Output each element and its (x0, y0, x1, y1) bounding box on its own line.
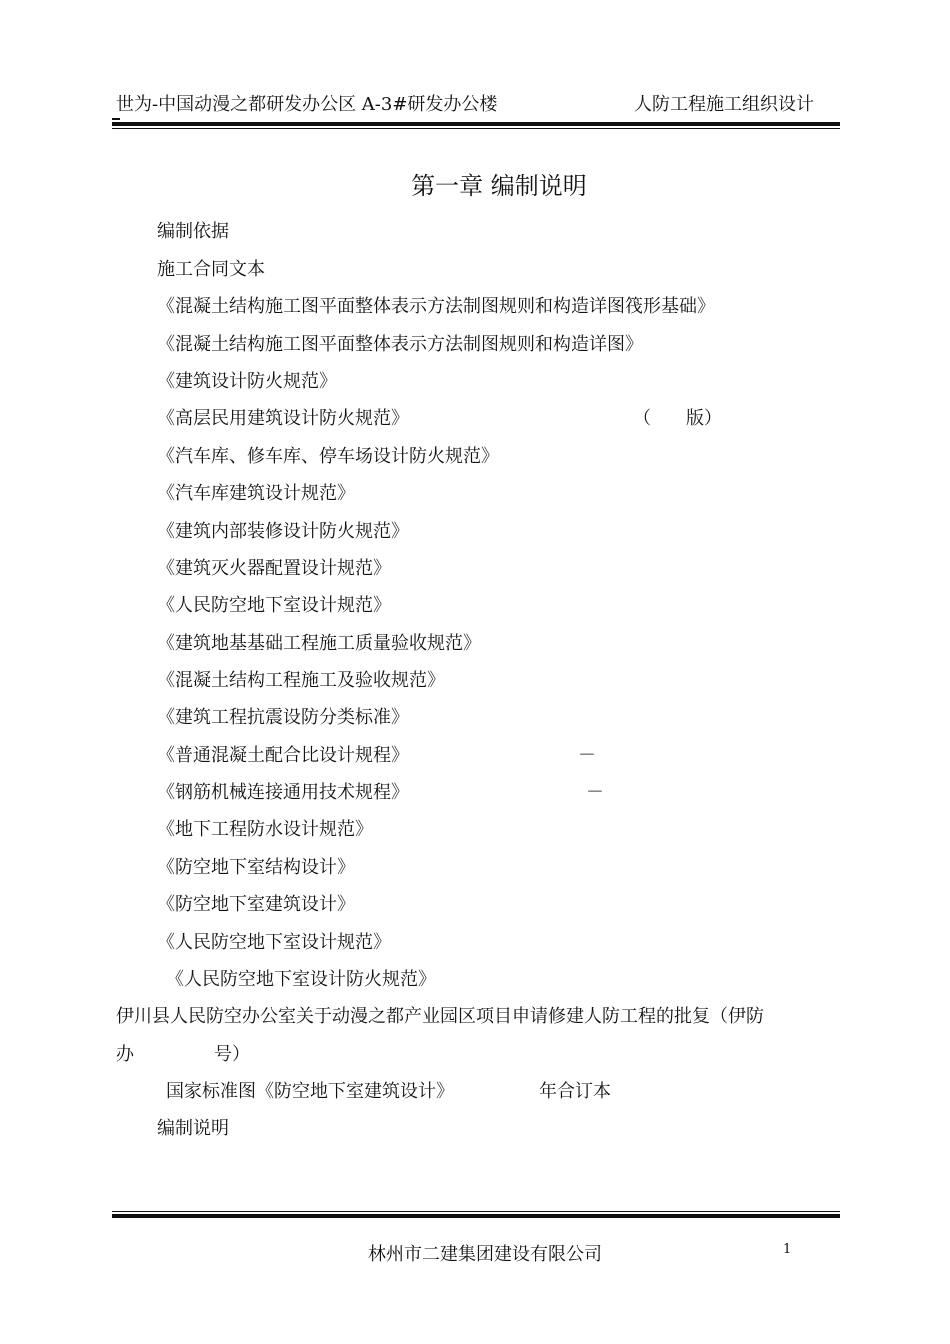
approval-number-suffix: 号） (214, 1044, 250, 1065)
footer-rule-thick (112, 1214, 840, 1218)
body-line-standard: 《防空地下室建筑设计》 (157, 894, 355, 915)
header-rule-thick (112, 122, 840, 126)
header-document-title: 世为-中国动漫之都研发办公区 A-3#研发办公楼 (116, 94, 498, 115)
body-line-description-heading: 编制说明 (157, 1118, 229, 1139)
body-line-standard: 《建筑设计防火规范》 (157, 371, 337, 392)
body-line-standard: 《地下工程防水设计规范》 (157, 819, 373, 840)
page-number: 1 (783, 1242, 792, 1257)
body-line-standard: 《建筑内部装修设计防火规范》 (157, 521, 409, 542)
body-line-standard: 《防空地下室结构设计》 (157, 857, 355, 878)
body-line-standard: 《建筑工程抗震设防分类标准》 (157, 707, 409, 728)
body-line-standard: 《人民防空地下室设计规范》 (157, 932, 391, 953)
footer-company-name: 林州市二建集团建设有限公司 (368, 1244, 602, 1265)
body-line-contract: 施工合同文本 (157, 259, 265, 280)
header-rule-thin (112, 128, 840, 129)
body-line-standard: 《建筑地基基础工程施工质量验收规范》 (157, 633, 481, 654)
body-line-basis-heading: 编制依据 (157, 221, 229, 242)
edition-open-paren: （ (633, 408, 651, 429)
body-line-standard: 《混凝土结构施工图平面整体表示方法制图规则和构造详图筏形基础》 (157, 296, 715, 317)
footer-rule-thin (112, 1211, 840, 1212)
body-line-standard: 《高层民用建筑设计防火规范》 (157, 408, 409, 429)
dash-mark: － (586, 782, 604, 803)
body-line-standard: 《混凝土结构施工图平面整体表示方法制图规则和构造详图》 (157, 334, 643, 355)
body-line-standard: 《汽车库、修车库、停车场设计防火规范》 (157, 446, 499, 467)
combined-edition-label: 年合订本 (539, 1081, 611, 1102)
body-line-standard: 《普通混凝土配合比设计规程》 (157, 745, 409, 766)
body-line-approval: 伊川县人民防空办公室关于动漫之都产业园区项目申请修建人防工程的批复（伊防 (116, 1006, 764, 1027)
dash-mark: － (578, 745, 596, 766)
body-line-approval-cont: 办 (116, 1044, 134, 1065)
body-line-standard: 《人民防空地下室设计防火规范》 (166, 969, 436, 990)
edition-close-label: 版） (686, 408, 722, 429)
header-rule-tick (112, 118, 120, 120)
body-line-standard: 《汽车库建筑设计规范》 (157, 483, 355, 504)
body-line-standard: 《混凝土结构工程施工及验收规范》 (157, 670, 445, 691)
body-line-standard: 《钢筋机械连接通用技术规程》 (157, 782, 409, 803)
body-line-national-standard: 国家标准图《防空地下室建筑设计》 (166, 1081, 454, 1102)
header-section-title: 人防工程施工组织设计 (634, 94, 814, 115)
body-line-standard: 《建筑灭火器配置设计规范》 (157, 558, 391, 579)
body-line-standard: 《人民防空地下室设计规范》 (157, 595, 391, 616)
chapter-title: 第一章 编制说明 (411, 172, 587, 200)
